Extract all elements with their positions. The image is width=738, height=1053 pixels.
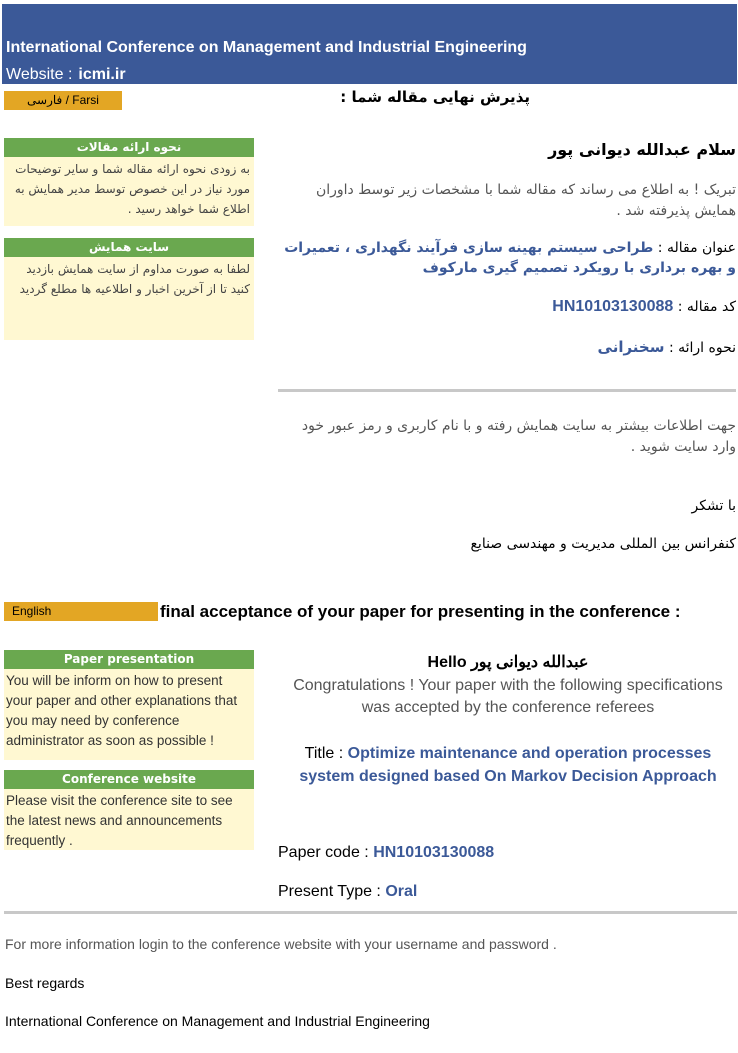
farsi-type-label: نحوه ارائه :: [668, 340, 736, 356]
english-type-label: Present Type :: [278, 883, 381, 900]
english-sidebar-presentation-text: You will be inform on how to present your paper and other explanations that you may need by conference administrator as soon as possible !: [6, 673, 238, 748]
farsi-type-value: سخنرانی: [597, 338, 665, 356]
english-sidebar-box-presentation: [4, 650, 254, 760]
english-title-label: Title :: [304, 745, 344, 762]
english-sidebar-website-title: Conference website: [4, 770, 254, 789]
farsi-code-value: HN10103130088: [552, 298, 674, 315]
english-sidebar-presentation-title: Paper presentation: [4, 650, 254, 669]
farsi-congrats: تبریک ! به اطلاع می رساند که مقاله شما با مشخصات زیر توسط داوران همایش پذیرفته شد .: [315, 182, 736, 219]
website-label: Website :: [6, 66, 73, 83]
farsi-thanks: با تشکر: [691, 498, 736, 514]
farsi-code-row: [278, 298, 736, 316]
english-code-value: HN10103130088: [373, 844, 495, 861]
english-tag[interactable]: English: [4, 602, 158, 621]
english-title-value: Optimize maintenance and operation processes system designed based On Markov Decision Approach: [299, 745, 717, 785]
english-congrats: Congratulations ! Your paper with the following specifications was accepted by the conference referees: [293, 677, 723, 716]
english-sidebar-website-text: Please visit the conference site to see the latest news and announcements frequently .: [6, 793, 233, 848]
english-type-value: Oral: [385, 883, 418, 900]
farsi-heading: پذیرش نهایی مقاله شما :: [340, 88, 530, 106]
farsi-sidebar-website-title: سایت همایش: [4, 238, 254, 257]
farsi-greeting: سلام عبدالله دیوانی پور: [548, 140, 736, 159]
header-bar: [2, 4, 737, 84]
website-line: [6, 66, 126, 84]
farsi-title-value: طراحی سیستم بهینه سازی فرآیند نگهداری ، تعمیرات و بهره برداری با رویکرد تصمیم گیری مارکوف: [284, 240, 736, 276]
english-sidebar-box-website: [4, 770, 254, 850]
english-code-label: Paper code :: [278, 844, 369, 861]
farsi-sidebar-website-text: لطفا به صورت مداوم از سایت همایش بازدید کنید تا از آخرین اخبار و اطلاعیه ها مطلع گردید: [19, 262, 250, 296]
farsi-org: کنفرانس بین المللی مدیریت و مهندسی صنایع: [470, 536, 736, 552]
english-divider: [4, 911, 737, 914]
farsi-sidebar-box-website: [4, 238, 254, 340]
english-title-row: [278, 742, 738, 788]
farsi-type-row: [278, 338, 736, 356]
english-greeting: Hello عبدالله دیوانی پور: [427, 654, 589, 671]
website-link[interactable]: icmi.ir: [78, 66, 126, 83]
farsi-code-label: کد مقاله :: [677, 299, 736, 315]
farsi-tag[interactable]: فارسی / Farsi: [4, 91, 122, 110]
footer-org: International Conference on Management and Industrial Engineering: [5, 1013, 430, 1029]
farsi-sidebar-box-presentation: [4, 138, 254, 226]
english-type-row: [278, 883, 738, 901]
farsi-sidebar-presentation-title: نحوه ارائه مقالات: [4, 138, 254, 157]
footer-more-info: For more information login to the conference website with your username and password .: [5, 936, 557, 952]
farsi-title-label: عنوان مقاله :: [657, 240, 736, 256]
conference-title: International Conference on Management and Industrial Engineering: [6, 39, 527, 56]
footer-regards: Best regards: [5, 975, 85, 991]
farsi-title-row: [278, 238, 736, 278]
farsi-more-info: جهت اطلاعات بیشتر به سایت همایش رفته و با نام کاربری و رمز عبور خود وارد سایت شوید .: [301, 418, 736, 455]
english-heading: final acceptance of your paper for presenting in the conference :: [160, 602, 681, 621]
farsi-sidebar-presentation-text: به زودی نحوه ارائه مقاله شما و سایر توضیحات مورد نیاز در این خصوص توسط مدیر همایش به اطلاع شما خواهد رسید .: [14, 162, 250, 216]
english-code-row: [278, 844, 738, 862]
farsi-divider: [278, 389, 736, 392]
